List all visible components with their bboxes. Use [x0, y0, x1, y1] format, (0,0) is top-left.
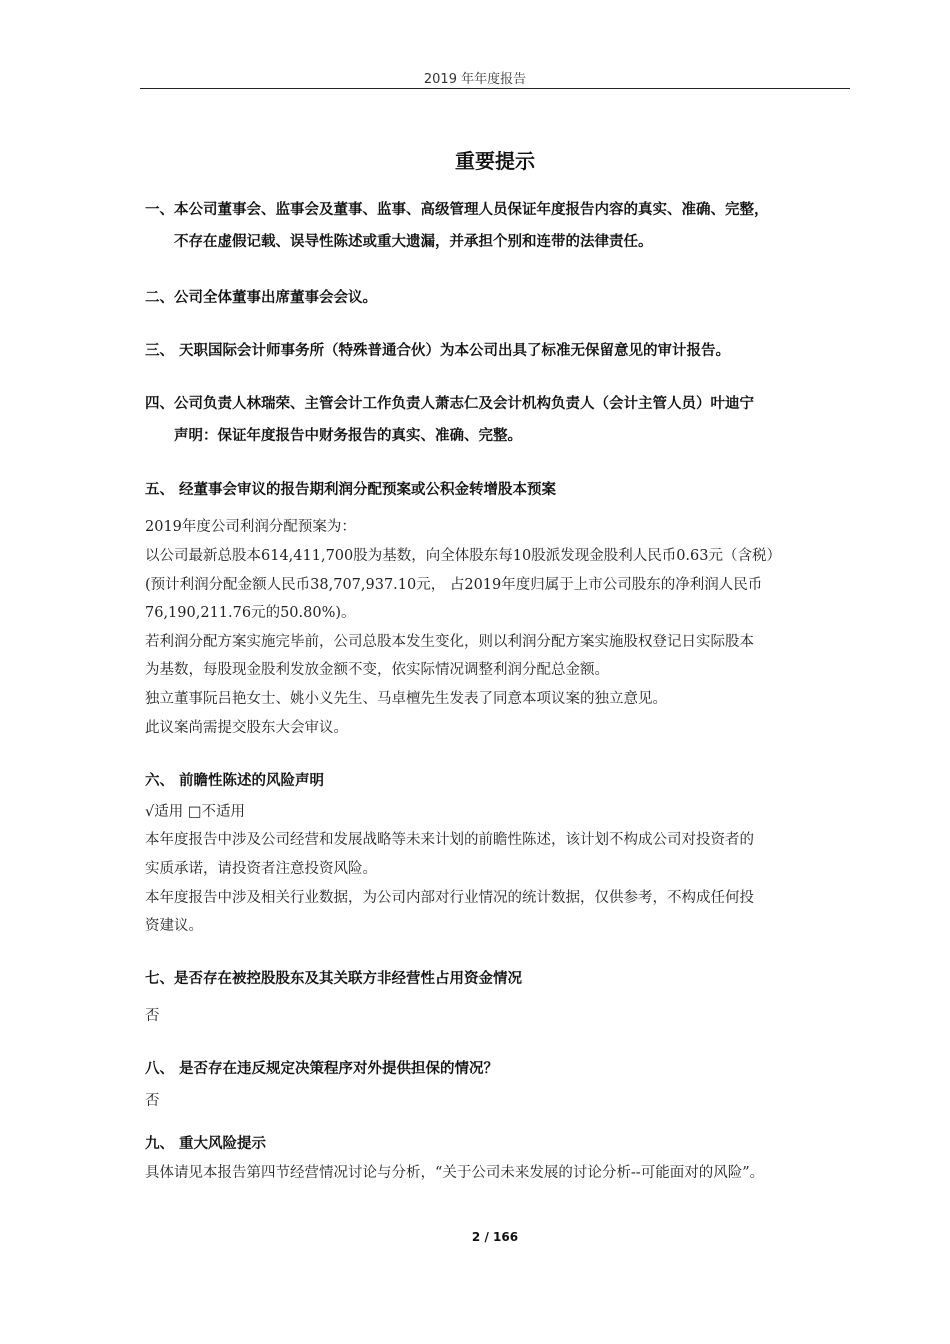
section-5-paragraph: 以公司最新总股本614,411,700股为基数，向全体股东每10股派发现金股利人民币0.63元（含税）: [145, 548, 781, 564]
section-5-paragraph: (预计利润分配金额人民币38,707,937.10元， 占2019年度归属于上市公司股东的净利润人民币: [145, 577, 763, 593]
section-8-answer: 否: [145, 1093, 160, 1109]
section-5-paragraph: 为基数，每股现金股利发放金额不变，依实际情况调整利润分配总金额。: [145, 662, 609, 678]
section-5-paragraph: 若利润分配方案实施完毕前，公司总股本发生变化，则以利润分配方案实施股权登记日实际股本: [145, 634, 754, 650]
section-1-line-2: 不存在虚假记载、误导性陈述或重大遗漏，并承担个别和连带的法律责任。: [174, 234, 653, 250]
section-5-paragraph: 76,190,211.76元的50.80%)。: [145, 605, 356, 621]
section-3: 三、 天职国际会计师事务所（特殊普通合伙）为本公司出具了标准无保留意见的审计报告。: [145, 343, 731, 359]
section-7-answer: 否: [145, 1008, 160, 1024]
section-9-paragraph: 具体请见本报告第四节经营情况讨论与分析，“关于公司未来发展的讨论分析--可能面对的风险”。: [145, 1165, 765, 1181]
section-8-heading: 八、 是否存在违反规定决策程序对外提供担保的情况？: [145, 1061, 499, 1077]
page-title: 重要提示: [455, 149, 535, 173]
section-6-paragraph: 资建议。: [145, 918, 203, 934]
section-6-paragraph: 实质承诺，请投资者注意投资风险。: [145, 861, 377, 877]
page-number: 2 / 166: [471, 1230, 519, 1244]
section-9-heading: 九、 重大风险提示: [145, 1136, 267, 1152]
applicability-checkbox: √适用 □不适用: [145, 804, 246, 820]
section-4-line-2: 声明：保证年度报告中财务报告的真实、准确、完整。: [174, 428, 522, 444]
section-7-heading: 七、是否存在被控股股东及其关联方非经营性占用资金情况: [145, 971, 522, 987]
section-1-line-1: 一、本公司董事会、监事会及董事、监事、高级管理人员保证年度报告内容的真实、准确、完整，: [145, 202, 769, 218]
header-rule: [140, 88, 850, 89]
section-5-paragraph: 此议案尚需提交股东大会审议。: [145, 720, 348, 736]
section-6-paragraph: 本年度报告中涉及相关行业数据，为公司内部对行业情况的统计数据，仅供参考，不构成任何投: [145, 890, 754, 906]
section-6-heading: 六、 前瞻性陈述的风险声明: [145, 773, 325, 789]
page-header: 2019 年年度报告: [423, 72, 527, 87]
section-5-paragraph: 2019年度公司利润分配预案为：: [145, 519, 356, 535]
section-5-paragraph: 独立董事阮吕艳女士、姚小义先生、马卓檀先生发表了同意本项议案的独立意见。: [145, 691, 667, 707]
section-6-paragraph: 本年度报告中涉及公司经营和发展战略等未来计划的前瞻性陈述，该计划不构成公司对投资者的: [145, 832, 754, 848]
section-4-line-1: 四、公司负责人林瑞荣、主管会计工作负责人萧志仁及会计机构负责人（会计主管人员）叶迪宁: [145, 396, 754, 412]
section-5-heading: 五、 经董事会审议的报告期利润分配预案或公积金转增股本预案: [145, 482, 557, 498]
section-2: 二、公司全体董事出席董事会会议。: [145, 290, 377, 306]
